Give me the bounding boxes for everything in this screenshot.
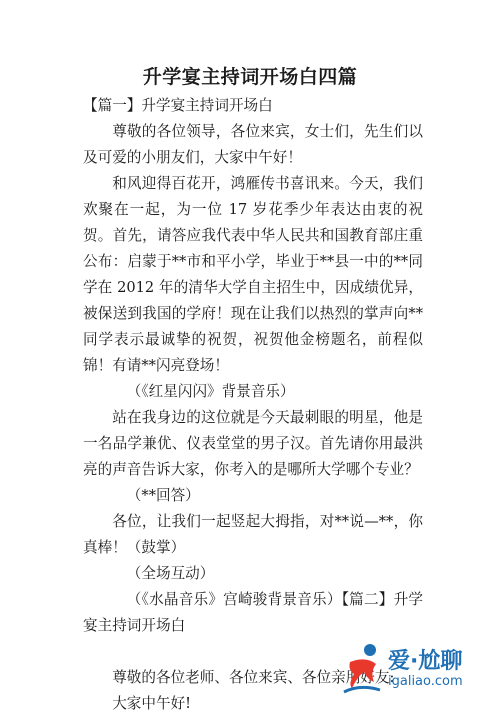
watermark-url: igaliao.com bbox=[388, 674, 463, 689]
paragraph-announcement: 和风迎得百花开，鸿雁传书喜讯来。今天，我们欢聚在一起，为一位 17 岁花季少年表达由衷的祝贺。首先，请答应我代表中华人民共和国教育部庄重公布：启蒙于**市和平小学，毕业于**县一中的**同学在 2012 年的清华大学自主招生中，因成绩优异，被保送到我国的学府！现在让我们以热烈的掌声向**同学表示最诚挚的祝贺，祝贺他金榜题名，前程似锦！有请**闪亮登场！ bbox=[83, 175, 423, 374]
site-watermark bbox=[340, 640, 500, 700]
document-title: 升学宴主持词开场白四篇 bbox=[142, 66, 358, 88]
paragraph-interaction-cue: （全场互动） bbox=[126, 565, 215, 582]
paragraph-answer-cue: （**回答） bbox=[126, 487, 200, 504]
paragraph-greeting-2: 尊敬的各位老师、各位来宾、各位亲朋好友: bbox=[112, 669, 395, 686]
paragraph-introduction: 站在我身边的这位就是今天最刺眼的明星，他是一名品学兼优、仪表堂堂的男子汉。首先请你用最洪亮的声音告诉大家，你考入的是哪所大学哪个专业？ bbox=[83, 409, 423, 478]
paragraph-greeting: 尊敬的各位领导，各位来宾，女士们，先生们以及可爱的小朋友们，大家中午好！ bbox=[83, 123, 423, 166]
document-body bbox=[83, 93, 423, 717]
paragraph-music-cue-1: （《红星闪闪》背景音乐） bbox=[126, 383, 295, 400]
paragraph-thumbs-up: 各位，让我们一起竖起大拇指，对**说—**，你真棒！（鼓掌） bbox=[83, 513, 423, 556]
paragraph-greeting-3: 大家中午好! bbox=[112, 695, 192, 712]
runner-logo-icon bbox=[340, 642, 388, 698]
watermark-brand: 爱·尬聊 bbox=[388, 649, 463, 674]
paragraph-section-heading-1: 【篇一】升学宴主持词开场白 bbox=[83, 97, 273, 114]
paragraph-music-cue-2: （《水晶音乐》宫崎骏背景音乐）【篇二】升学宴主持词开场白 bbox=[83, 591, 423, 634]
